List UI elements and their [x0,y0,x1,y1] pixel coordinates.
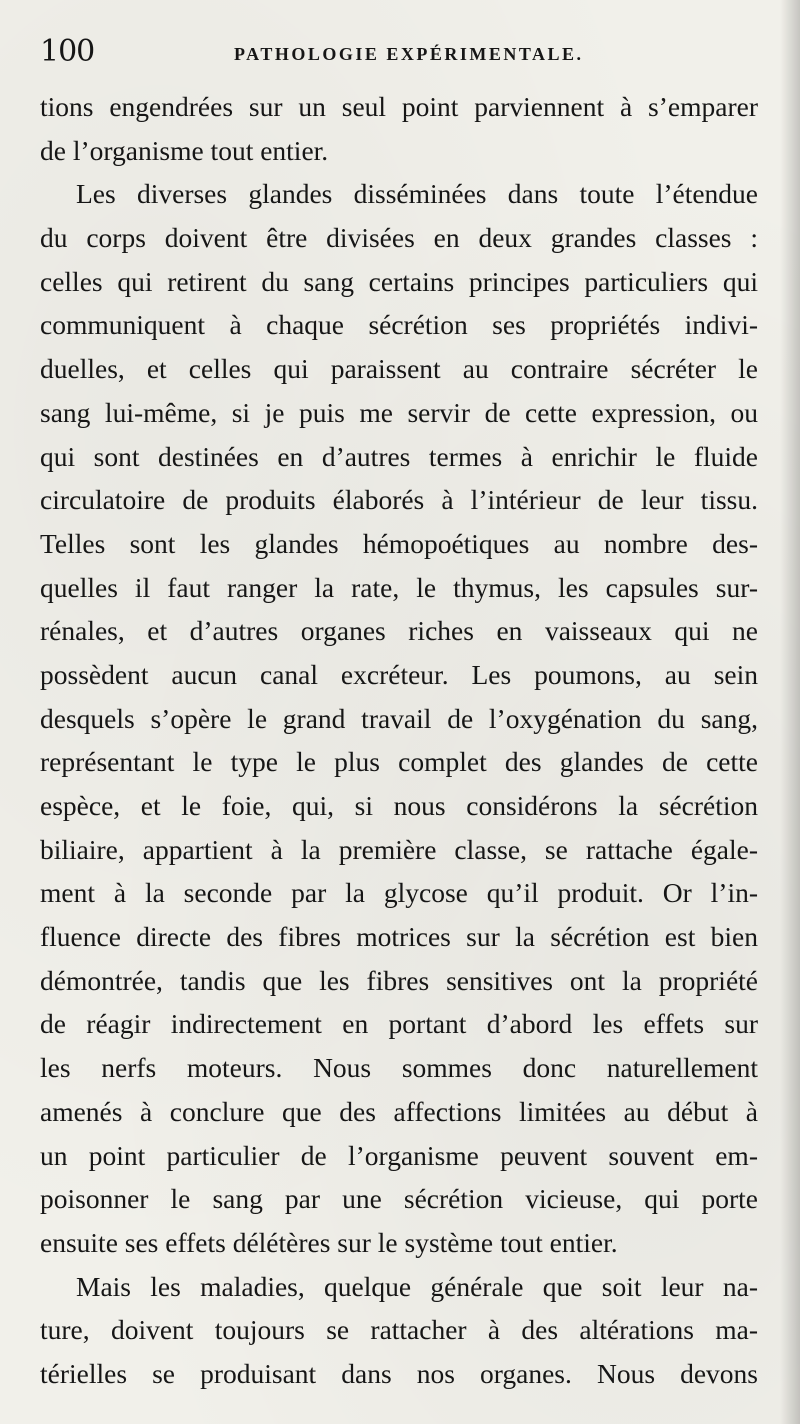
text-line: biliaire, appartient à la première classe, se rattache égale- [40,833,758,865]
text-line: Mais les maladies, quelque générale que soit leur na- [76,1270,758,1302]
text-line: communiquent à chaque sécrétion ses propriétés indivi- [40,309,758,341]
text-line: possèdent aucun canal excréteur. Les poumons, au sein [40,658,758,690]
text-line: desquels s’opère le grand travail de l’oxygénation du sang, [40,702,758,734]
text-line: ture, doivent toujours se rattacher à des altérations ma- [40,1314,758,1346]
text-line: quelles il faut ranger la rate, le thymus, les capsules sur- [40,571,758,603]
page-number: 100 [40,34,95,69]
text-line: amenés à conclure que des affections limitées au début à [40,1095,758,1127]
text-line: un point particulier de l’organisme peuvent souvent em- [40,1139,758,1171]
text-line: qui sont destinées en d’autres termes à enrichir le fluide [40,440,758,472]
text-line: poisonner le sang par une sécrétion vicieuse, qui porte [40,1183,758,1215]
text-line: de l’organisme tout entier. [40,134,329,166]
text-line: Telles sont les glandes hémopoétiques au nombre des- [40,527,758,559]
text-line: circulatoire de produits élaborés à l’intérieur de leur tissu. [40,484,758,516]
page-header [40,34,760,74]
text-line: du corps doivent être divisées en deux grandes classes : [40,222,758,254]
text-line: démontrée, tandis que les fibres sensitives ont la propriété [40,964,758,996]
text-line: sang lui-même, si je puis me servir de cette expression, ou [40,396,758,428]
text-line: ensuite ses effets délétères sur le système tout entier. [40,1226,618,1258]
text-line: térielles se produisant dans nos organes. Nous devons [40,1357,758,1389]
text-line: espèce, et le foie, qui, si nous considérons la sécrétion [40,790,758,821]
text-line: représentant le type le plus complet des glandes de cette [40,746,758,778]
text-line: fluence directe des fibres motrices sur la sécrétion est bien [40,921,758,953]
page-edge-shadow [780,0,800,1424]
text-line: Les diverses glandes disséminées dans toute l’étendue [76,178,758,210]
text-line: tions engendrées sur un seul point parviennent à s’emparer [40,91,758,122]
running-head: PATHOLOGIE EXPÉRIMENTALE. [234,44,584,64]
text-line: celles qui retirent du sang certains principes particuliers qui [40,265,758,297]
text-line: de réagir indirectement en portant d’abord les effets sur [40,1008,758,1040]
text-line: duelles, et celles qui paraissent au contraire sécréter le [40,353,758,385]
text-line: les nerfs moteurs. Nous sommes donc naturellement [40,1052,758,1084]
text-line: rénales, et d’autres organes riches en vaisseaux qui ne [40,615,758,647]
body-text [40,85,758,1396]
text-line: ment à la seconde par la glycose qu’il produit. Or l’in- [40,877,758,909]
